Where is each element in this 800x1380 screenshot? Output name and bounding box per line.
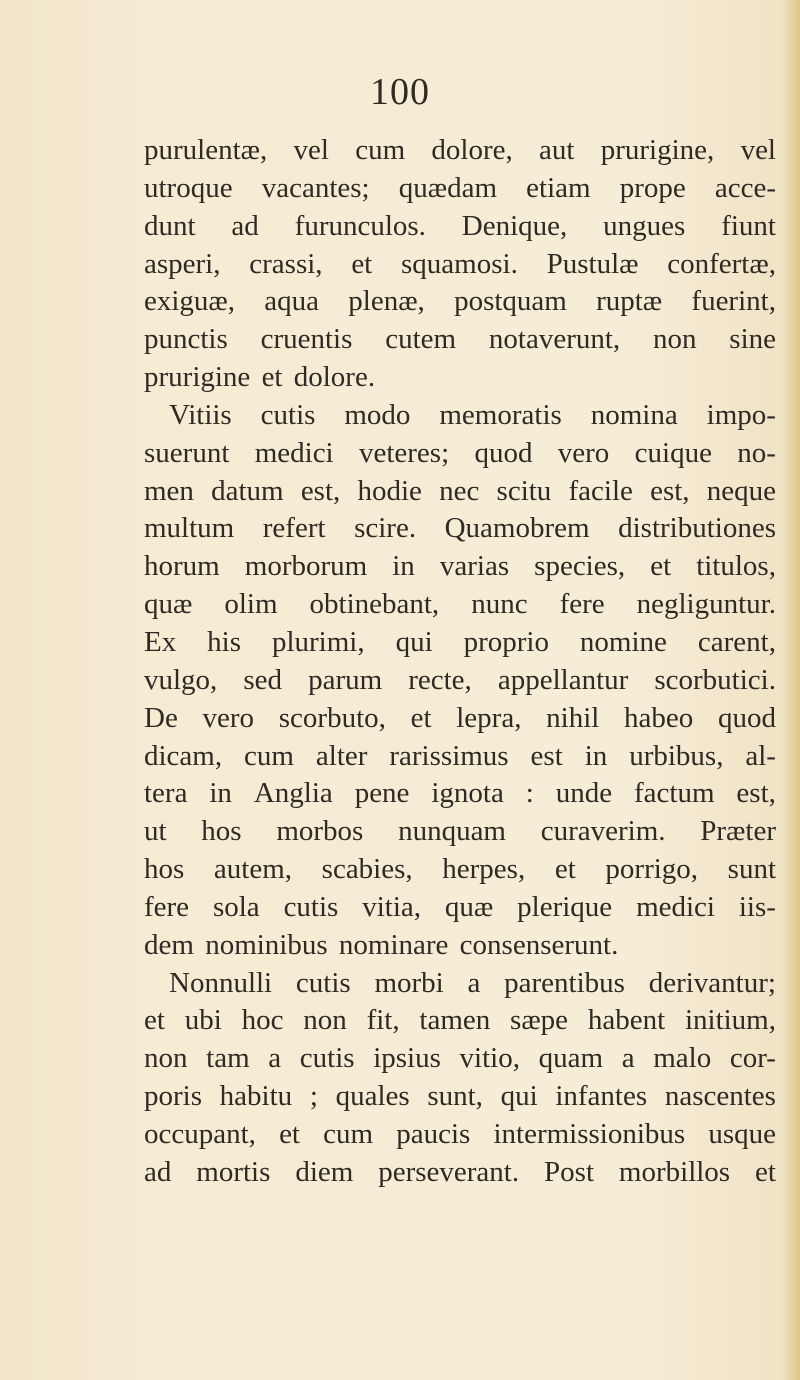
word: plerique (517, 890, 613, 923)
word: prurigine (144, 361, 251, 394)
text-line (144, 700, 776, 738)
word: et (755, 1155, 776, 1188)
word: dem (144, 928, 194, 961)
text-line (144, 321, 776, 359)
word: est (530, 739, 563, 772)
word: tera (144, 777, 188, 810)
word: recte, (408, 663, 472, 696)
word: exiguæ, (144, 285, 236, 318)
word: ; (309, 1080, 318, 1113)
word: his (207, 625, 242, 658)
word: refert (262, 512, 326, 545)
word: al- (745, 739, 776, 772)
word: sunt, (427, 1080, 483, 1113)
word: Præter (700, 815, 776, 848)
word: cum (323, 1117, 374, 1150)
text-line (144, 813, 776, 851)
word: facile (568, 474, 633, 507)
word: suerunt (144, 436, 230, 469)
word: quædam (398, 171, 498, 204)
word: in (392, 550, 415, 583)
word: confertæ, (667, 247, 776, 280)
word: cutis (295, 966, 351, 999)
word: proprio (463, 625, 549, 658)
word: utroque (144, 171, 233, 204)
word: nunquam (398, 815, 506, 848)
word: et (144, 1004, 165, 1037)
word: ad (144, 1155, 172, 1188)
text-line (144, 1116, 776, 1154)
word: cuique (634, 436, 712, 469)
word: cutis (299, 1042, 355, 1075)
word: Nonnulli (169, 966, 273, 999)
word: ipsius (373, 1042, 441, 1075)
word: distributiones (618, 512, 776, 545)
word: negliguntur. (636, 588, 776, 621)
word: et (351, 247, 373, 280)
word: vero (202, 701, 255, 734)
text-line (144, 738, 776, 776)
word: herpes, (442, 853, 526, 886)
word: nominare (338, 928, 449, 961)
word: quales (335, 1080, 410, 1113)
word: plenæ, (348, 285, 425, 318)
word: nascentes (664, 1080, 776, 1113)
word: infantes (555, 1080, 648, 1113)
word: ignota (431, 777, 504, 810)
word: lepra, (456, 701, 522, 734)
word: habitu (219, 1080, 293, 1113)
word: postquam (454, 285, 567, 318)
word: acce- (714, 171, 776, 204)
word: iis- (738, 890, 776, 923)
word: non (303, 1004, 347, 1037)
word: species, (534, 550, 626, 583)
word: dolore, (431, 134, 513, 166)
word: modo (344, 398, 411, 431)
word: vitio, (459, 1042, 520, 1075)
page-edge-shadow (782, 0, 800, 1380)
word: curaverim. (540, 815, 666, 848)
text-line (144, 132, 776, 170)
word: et (650, 550, 672, 583)
word: multum (144, 512, 235, 545)
word: alter (315, 739, 368, 772)
text-line (144, 170, 776, 208)
text-line (144, 851, 776, 889)
text-line (144, 548, 776, 586)
text-line (144, 1078, 776, 1116)
word: sæpe (510, 1004, 569, 1037)
word: aut (539, 134, 575, 166)
word: non (652, 323, 697, 356)
word: varias (439, 550, 510, 583)
word: : (525, 777, 534, 810)
word: Denique, (461, 209, 568, 242)
word: medici (636, 890, 715, 923)
word: pene (354, 777, 410, 810)
word: consenserunt. (459, 928, 619, 961)
word: porrigo, (605, 853, 699, 886)
word: perseverant. (378, 1155, 520, 1188)
word: habent (587, 1004, 666, 1037)
word: scabies, (321, 853, 413, 886)
word: paucis (396, 1117, 471, 1150)
word: dicam, (144, 739, 223, 772)
word: fere (144, 890, 190, 923)
word: obtinebant, (309, 588, 440, 621)
word: et (554, 853, 576, 886)
text-line (144, 662, 776, 700)
word: morbi (374, 966, 444, 999)
word: habeo (624, 701, 694, 734)
text-line (144, 1040, 776, 1078)
word: veteres; (358, 436, 450, 469)
word: dolore. (293, 361, 376, 394)
word: derivantur; (648, 966, 776, 999)
word: sine (729, 323, 776, 356)
word: cutem (385, 323, 457, 356)
word: dunt (144, 209, 196, 242)
word: scitu (496, 474, 552, 507)
word: quæ (144, 588, 193, 621)
word: parentibus (504, 966, 625, 999)
word: urbibus, (629, 739, 724, 772)
text-line (144, 889, 776, 927)
word: malo (653, 1042, 712, 1075)
word: De (144, 701, 178, 734)
word: morborum (244, 550, 368, 583)
word: no- (737, 436, 776, 469)
word: morbillos (618, 1155, 731, 1188)
word: Quamobrem (444, 512, 590, 545)
word: scorbutici. (654, 663, 776, 696)
word: aqua (264, 285, 320, 318)
word: tamen (419, 1004, 491, 1037)
text-line (144, 359, 776, 397)
text-line (144, 1002, 776, 1040)
word: vitia, (362, 890, 422, 923)
word: olim (224, 588, 278, 621)
word: est, (736, 777, 776, 810)
word: purulentæ, (144, 134, 268, 166)
word: diem (295, 1155, 354, 1188)
word: intermissionibus (493, 1117, 686, 1150)
word: est, (650, 474, 690, 507)
word: occupant, (144, 1117, 256, 1150)
word: nominibus (205, 928, 328, 961)
word: factum (634, 777, 715, 810)
text-line (144, 624, 776, 662)
word: carent, (697, 625, 776, 658)
word: a (268, 1042, 282, 1075)
word: et (279, 1117, 300, 1150)
word: Ex (144, 625, 177, 658)
word: tam (206, 1042, 250, 1075)
word: men (144, 474, 194, 507)
word: notaverunt, (488, 323, 621, 356)
word: asperi, (144, 247, 221, 280)
word: est, (300, 474, 341, 507)
word: quod (474, 436, 533, 469)
word: parum (308, 663, 383, 696)
word: Pustulæ (546, 247, 639, 280)
text-line (144, 586, 776, 624)
word: autem, (213, 853, 293, 886)
word: ad (231, 209, 259, 242)
text-line (144, 775, 776, 813)
word: titulos, (696, 550, 776, 583)
word: datum (211, 474, 284, 507)
word: nomine (579, 625, 667, 658)
word: poris (144, 1080, 202, 1113)
word: cum (355, 134, 406, 166)
word: medici (254, 436, 334, 469)
word: impo- (706, 398, 776, 431)
word: cruentis (260, 323, 353, 356)
word: plurimi, (271, 625, 365, 658)
word: nihil (546, 701, 600, 734)
word: in (584, 739, 608, 772)
word: cor- (729, 1042, 776, 1075)
word: ubi (184, 1004, 222, 1037)
word: rarissimus (389, 739, 509, 772)
text-line (144, 435, 776, 473)
word: cum (244, 739, 294, 772)
text-line (144, 965, 776, 1003)
word: vulgo, (144, 663, 218, 696)
word: vel (740, 134, 776, 166)
text-line (144, 397, 776, 435)
word: cutis (260, 398, 316, 431)
page-number: 100 (370, 71, 430, 113)
word: vacantes; (261, 171, 370, 204)
word: non (144, 1042, 188, 1075)
text-line (144, 927, 776, 965)
text-line (144, 510, 776, 548)
word: vero (557, 436, 610, 469)
word: nomina (590, 398, 678, 431)
word: et (410, 701, 432, 734)
word: a (621, 1042, 635, 1075)
word: prope (619, 171, 686, 204)
word: hos (201, 815, 242, 848)
word: fiunt (721, 209, 776, 242)
word: nunc (471, 588, 528, 621)
word: etiam (526, 171, 591, 204)
body-text (144, 132, 776, 1192)
word: nec (439, 474, 480, 507)
word: ungues (603, 209, 686, 242)
word: horum (144, 550, 220, 583)
word: Anglia (253, 777, 333, 810)
word: fit, (366, 1004, 400, 1037)
word: hoc (241, 1004, 284, 1037)
word: Vitiis (169, 398, 232, 431)
word: ruptæ (596, 285, 663, 318)
word: ut (144, 815, 167, 848)
word: vel (293, 134, 329, 166)
word: prurigine, (600, 134, 715, 166)
word: quod (717, 701, 776, 734)
word: a (467, 966, 481, 999)
word: fuerint, (691, 285, 776, 318)
word: et (261, 361, 283, 394)
word: punctis (144, 323, 228, 356)
word: neque (706, 474, 776, 507)
word: sunt (727, 853, 776, 886)
word: quam (538, 1042, 604, 1075)
text-line (144, 473, 776, 511)
word: appellantur (497, 663, 629, 696)
text-line (144, 1154, 776, 1192)
word: squamosi. (401, 247, 518, 280)
word: sed (243, 663, 283, 696)
text-line (144, 283, 776, 321)
word: in (209, 777, 232, 810)
text-line (144, 246, 776, 284)
word: scire. (354, 512, 417, 545)
word: qui (395, 625, 433, 658)
word: fere (559, 588, 605, 621)
word: scorbuto, (278, 701, 386, 734)
word: quæ (444, 890, 494, 923)
word: unde (555, 777, 613, 810)
word: furunculos. (294, 209, 426, 242)
word: morbos (276, 815, 364, 848)
word: sola (212, 890, 260, 923)
word: mortis (196, 1155, 271, 1188)
word: hodie (357, 474, 422, 507)
word: crassi, (249, 247, 323, 280)
word: hos (144, 853, 185, 886)
word: memoratis (439, 398, 562, 431)
word: initium, (684, 1004, 776, 1037)
word: qui (500, 1080, 538, 1113)
word: usque (708, 1117, 776, 1150)
word: cutis (283, 890, 339, 923)
text-line (144, 208, 776, 246)
word: Post (544, 1155, 595, 1188)
